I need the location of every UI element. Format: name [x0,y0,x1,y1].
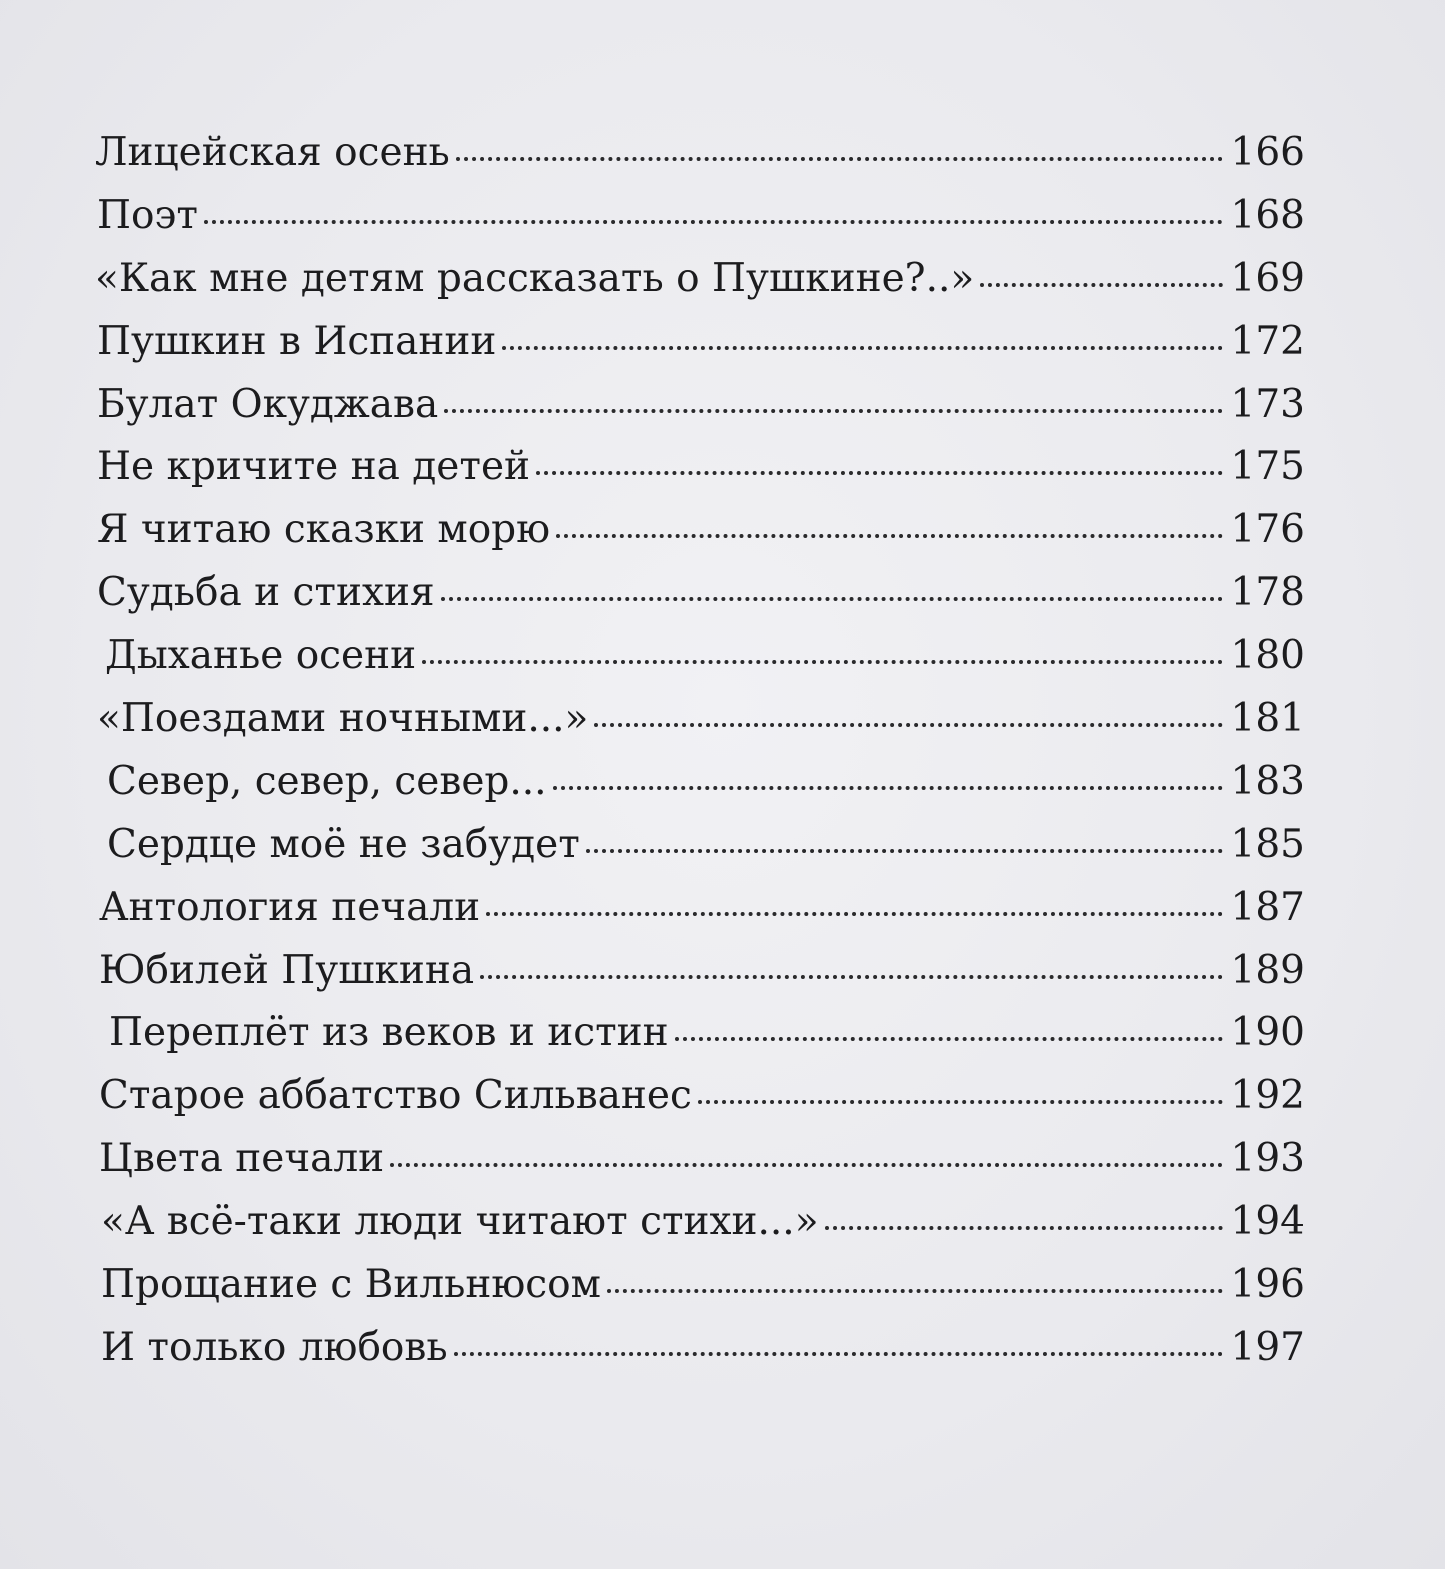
toc-entry-page-number: 193 [1230,1136,1305,1182]
toc-entry [95,688,1305,751]
toc-dot-leader [980,283,1223,287]
toc-entry-page-number: 172 [1230,318,1305,364]
toc-entry [95,374,1305,437]
toc-entry-title: Переплёт из веков и истин [109,1010,669,1056]
toc-dot-leader [422,660,1223,664]
toc-entry [95,311,1305,374]
toc-entry-title: Я читаю сказки морю [97,507,551,553]
toc-entry-title: Цвета печали [99,1136,385,1182]
toc-entry-title: «Как мне детям рассказать о Пушкине?..» [95,255,975,301]
toc-entry [95,1191,1305,1254]
toc-dot-leader [556,534,1223,538]
toc-entry [95,877,1305,940]
toc-entry-page-number: 192 [1230,1073,1305,1119]
toc-entry-page-number: 197 [1230,1324,1305,1370]
toc-entry [95,1254,1305,1317]
toc-entry-title: Поэт [97,192,198,238]
toc-entry [95,625,1305,688]
toc-entry-page-number: 194 [1230,1199,1305,1245]
toc-dot-leader [454,1352,1223,1356]
toc-entry-page-number: 181 [1230,696,1305,742]
toc-dot-leader [536,471,1223,475]
toc-dot-leader [675,1037,1223,1041]
toc-entry-title: Антология печали [99,884,481,930]
toc-entry-title: Сердце моё не забудет [107,821,580,867]
toc-entry [95,1128,1305,1191]
toc-dot-leader [594,723,1223,727]
toc-entry-page-number: 178 [1230,570,1305,616]
toc-entry-title: Лицейская осень [95,130,450,175]
toc-dot-leader [390,1163,1223,1167]
toc-entry [95,940,1305,1003]
toc-dot-leader [456,157,1223,161]
toc-dot-leader [825,1226,1223,1230]
toc-entry-page-number: 187 [1230,884,1305,930]
toc-entry [95,562,1305,625]
toc-entry [95,751,1305,814]
toc-entry-title: И только любовь [101,1324,448,1370]
toc-entry [95,248,1305,311]
toc-entry-page-number: 166 [1230,130,1305,175]
toc-entry-page-number: 185 [1230,821,1305,867]
toc-entry-page-number: 176 [1230,507,1305,553]
toc-entry-page-number: 168 [1230,192,1305,238]
toc-entry-title: Булат Окуджава [97,381,439,427]
toc-dot-leader [502,346,1223,350]
toc-entry-page-number: 183 [1230,758,1305,804]
toc-entry [95,122,1305,185]
toc-dot-leader [607,1289,1223,1293]
toc-entry-title: Юбилей Пушкина [99,947,475,993]
toc-entry-title: Не кричите на детей [97,444,531,490]
toc-entry-title: Дыханье осени [105,633,417,679]
toc-entry-title: «Поездами ночными...» [97,696,589,742]
toc-entry [95,1002,1305,1065]
toc-entry [95,436,1305,499]
toc-entry-page-number: 169 [1230,255,1305,301]
toc-entry [95,1065,1305,1128]
toc-entry-page-number: 196 [1230,1262,1305,1308]
toc-entry-page-number: 180 [1230,633,1305,679]
toc-entry-title: Судьба и стихия [97,570,435,616]
toc-dot-leader [444,409,1223,413]
toc-entry-title: Север, север, север... [107,758,547,804]
toc-dot-leader [698,1100,1223,1104]
toc-entry-page-number: 173 [1230,381,1305,427]
toc-entry [95,814,1305,877]
toc-dot-leader [204,220,1223,224]
toc-entry-page-number: 190 [1230,1010,1305,1056]
toc-dot-leader [553,786,1223,790]
toc-entry-title: Старое аббатство Сильванес [99,1073,692,1119]
toc-entry-page-number: 189 [1230,947,1305,993]
toc-entry-title: Пушкин в Испании [97,318,497,364]
toc-dot-leader [480,975,1223,979]
toc-dot-leader [486,912,1223,916]
toc-entry [95,185,1305,248]
toc-entry-title: Прощание с Вильнюсом [101,1262,601,1308]
table-of-contents [95,122,1305,1380]
toc-dot-leader [441,597,1223,601]
toc-entry-title: «А всё-таки люди читают стихи...» [101,1199,819,1245]
toc-entry [95,499,1305,562]
toc-dot-leader [586,849,1223,853]
toc-entry [95,1317,1305,1380]
toc-entry-page-number: 175 [1230,444,1305,490]
